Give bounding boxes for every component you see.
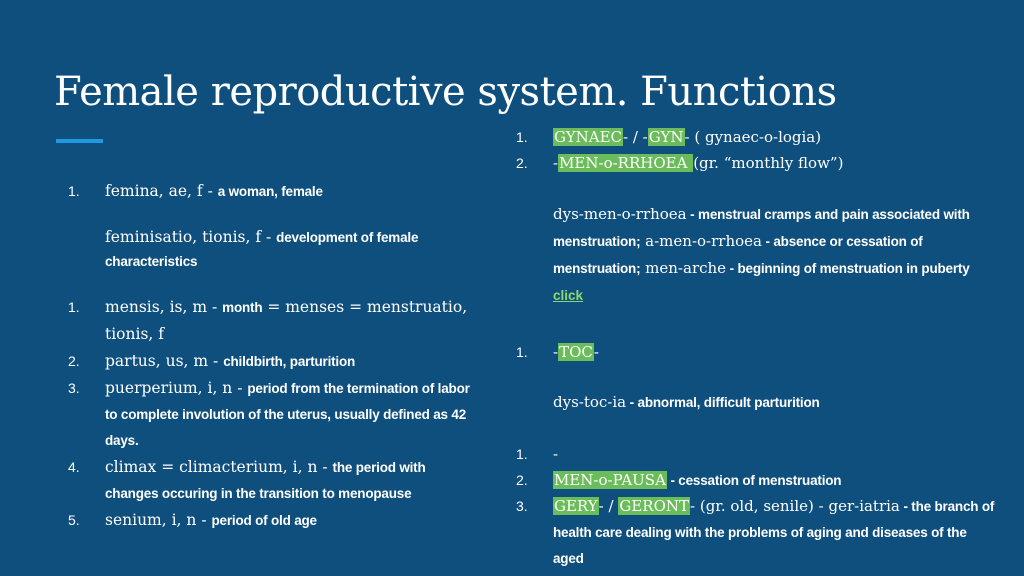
list-number: 2. [516, 472, 528, 488]
highlighted-root: TOC [559, 343, 593, 361]
highlighted-root: MEN-o-PAUSA [554, 471, 666, 489]
highlighted-root: MEN-o-RRHOEA [559, 154, 693, 172]
list-number: 3. [68, 380, 80, 396]
root-item-gynaec: 1. GYNAEC- / -GYN- ( gynaec-o-logia) [516, 124, 996, 150]
definition: - menstrual cramps and pain associated with menstruation; [553, 207, 970, 249]
list-item-partus [68, 348, 480, 375]
list-number: 2. [68, 353, 80, 369]
list-item-puerperium [68, 375, 480, 454]
list-number: 1. [68, 299, 80, 315]
list-number: 4. [68, 459, 80, 475]
definition: development of female characteristics [105, 230, 419, 269]
latin-term: climax = climacterium, i, n - [105, 458, 333, 476]
list-item-mensis [68, 294, 480, 348]
latin-term-synonyms: = menses = menstruatio, tionis, f [105, 298, 468, 343]
definition: month [222, 300, 263, 315]
list-number: 5. [68, 512, 80, 528]
definition: - beginning of menstruation in puberty [726, 261, 970, 276]
definition: period from the termination of labor to complete involution of the uterus, usually defined as 42 days. [105, 381, 470, 448]
click-link[interactable]: click [553, 288, 584, 303]
definition: childbirth, parturition [223, 354, 356, 369]
list-item-senium [68, 507, 480, 534]
definition: - absence or cessation of menstruation; [553, 234, 923, 276]
list-number: 1. [516, 129, 528, 145]
feminisatio-block [68, 224, 480, 274]
definition: period of old age [211, 513, 317, 528]
list-item-climax [68, 454, 480, 507]
root-item-menopausa [516, 467, 996, 493]
latin-term: feminisatio, tionis, f - [105, 228, 277, 246]
latin-term: a-men-o-rrhoea [640, 232, 762, 250]
left-column [68, 178, 480, 534]
menstruation-terms-paragraph [516, 201, 996, 309]
highlighted-root: GERONT [619, 497, 689, 515]
title-accent-line [56, 139, 103, 143]
root-item-menorrhoea: 2. -MEN-o-RRHOEA (gr. “monthly flow”) [516, 150, 996, 176]
highlighted-root: GYN [648, 128, 684, 146]
list-number: 2. [516, 155, 528, 171]
definition: - the branch of health care dealing with the problems of aging and diseases of the aged [553, 499, 995, 566]
definition: - cessation of menstruation [666, 473, 842, 488]
definition: - abnormal, difficult parturition [626, 395, 820, 410]
root-item-gery: 3. GERY- / GERONT- (gr. old, senile) - ger-iatria - the branch of health care dealing with the problems of aging and diseases of the aged [516, 493, 996, 572]
latin-term: men-arche [640, 259, 727, 277]
list-number: 1. [516, 344, 528, 360]
list-number: 1. [516, 446, 528, 462]
latin-term: mensis, is, m - [105, 298, 223, 316]
highlighted-root: GYNAEC [554, 128, 623, 146]
latin-term: dys-men-o-rrhoea [553, 205, 687, 223]
latin-term: dys-toc-ia [553, 393, 627, 411]
right-column [516, 124, 996, 572]
root-item-blank: 1. - [516, 441, 996, 467]
latin-term: puerperium, i, n - [105, 379, 248, 397]
list-number: 3. [516, 498, 528, 514]
highlighted-root: GERY [554, 497, 598, 515]
dystocia-block [516, 389, 996, 415]
slide-title: Female reproductive system. Functions [54, 69, 837, 115]
root-item-toc: 1. -TOC- [516, 339, 996, 365]
definition: the period with changes occuring in the transition to menopause [105, 460, 426, 501]
latin-term: partus, us, m - [105, 352, 224, 370]
latin-term: femina, ae, f - [105, 182, 218, 200]
list-number: 1. [68, 183, 80, 199]
list-item-femina [68, 178, 480, 204]
definition: a woman, female [217, 184, 323, 199]
latin-term: senium, i, n - [105, 511, 212, 529]
